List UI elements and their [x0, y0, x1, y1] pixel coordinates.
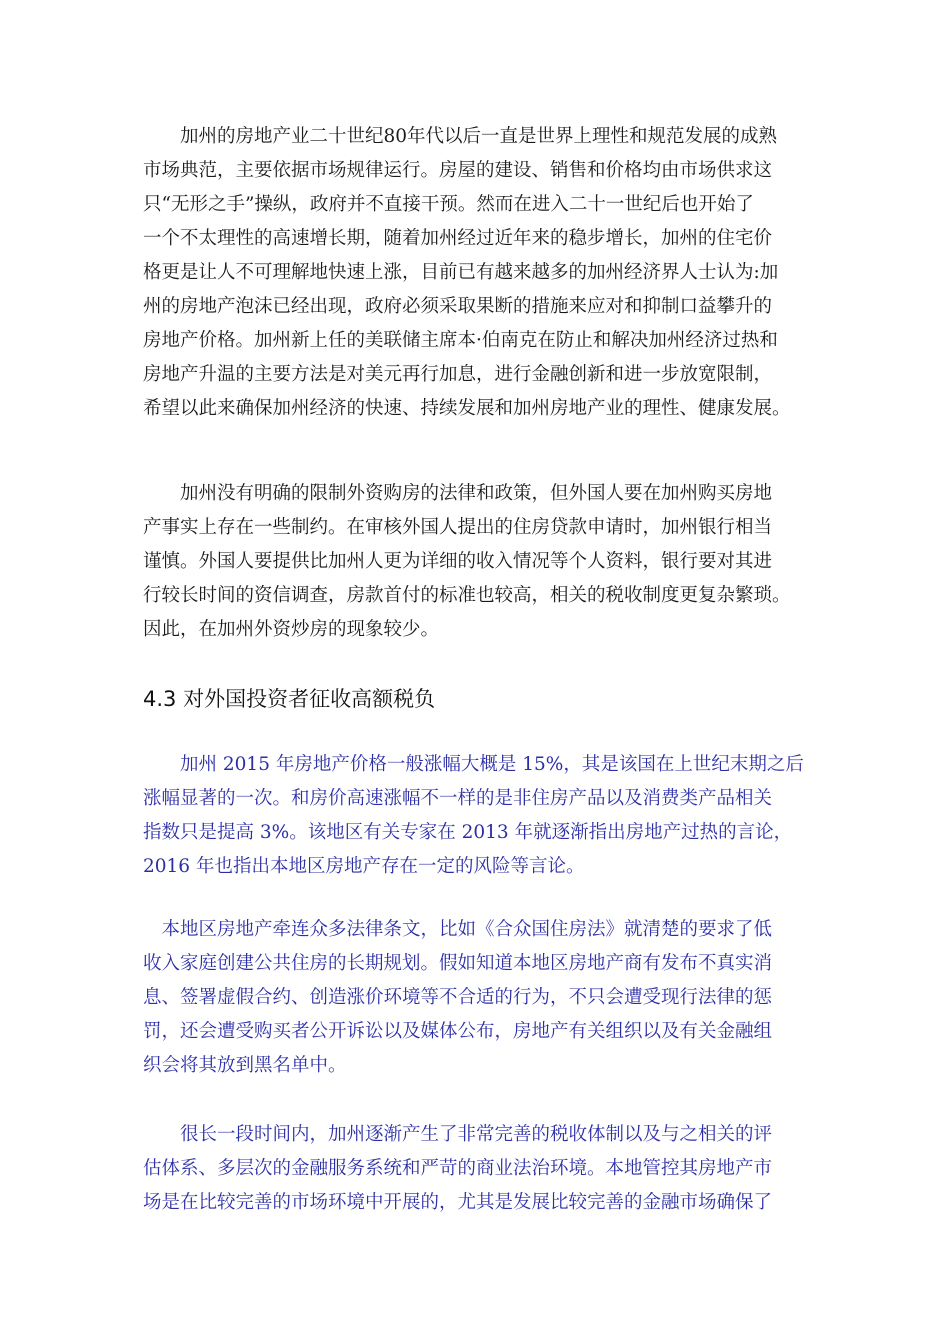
text-line: 罚，还会遭受购买者公开诉讼以及媒体公布，房地产有关组织以及有关金融组 — [143, 1021, 773, 1042]
text-line: 场是在比较完善的市场环境中开展的，尤其是发展比较完善的金融市场确保了 — [143, 1192, 773, 1213]
text-line: 格更是让人不可理解地快速上涨，目前已有越来越多的加州经济界人士认为:加 — [143, 262, 779, 283]
section-heading: 4.3 对外国投资者征收高额税负 — [143, 687, 436, 711]
text-line: 收入家庭创建公共住房的长期规划。假如知道本地区房地产商有发布不真实消 — [143, 953, 773, 974]
text-line: 希望以此来确保加州经济的快速、持续发展和加州房地产业的理性、健康发展。 — [143, 398, 791, 419]
text-line: 房地产升温的主要方法是对美元再行加息，进行金融创新和进一步放宽限制， — [143, 364, 773, 385]
paragraph-housing-market-overview — [143, 120, 815, 426]
text-line: 织会将其放到黑名单中。 — [143, 1055, 347, 1076]
text-line: 2016 年也指出本地区房地产存在一定的风险等言论。 — [143, 856, 585, 877]
text-line: 估体系、多层次的金融服务系统和严苛的商业法治环境。本地管控其房地产市 — [143, 1158, 773, 1179]
text-line: 很长一段时间内，加州逐渐产生了非常完善的税收体制以及与之相关的评 — [143, 1124, 773, 1145]
paragraph-tax-system — [143, 1118, 815, 1220]
text-line: 只“无形之手”操纵，政府并不直接干预。然而在进入二十一世纪后也开始了 — [143, 194, 754, 215]
text-line: 州的房地产泡沫已经出现，政府必须采取果断的措施来应对和抑制口益攀升的 — [143, 296, 773, 317]
text-line: 因此，在加州外资炒房的现象较少。 — [143, 619, 440, 640]
paragraph-foreign-purchase-constraints — [143, 477, 815, 647]
paragraph-price-growth — [143, 748, 815, 884]
text-line: 加州 2015 年房地产价格一般涨幅大概是 15%，其是该国在上世纪末期之后 — [143, 754, 804, 775]
text-line: 房地产价格。加州新上任的美联储主席本·伯南克在防止和解决加州经济过热和 — [143, 330, 778, 351]
text-line: 涨幅显著的一次。和房价高速涨幅不一样的是非住房产品以及消费类产品相关 — [143, 788, 773, 809]
text-line: 息、签署虚假合约、创造涨价环境等不合适的行为，不只会遭受现行法律的惩 — [143, 987, 773, 1008]
text-line: 产事实上存在一些制约。在审核外国人提出的住房贷款申请时，加州银行相当 — [143, 517, 773, 538]
text-line: 谨慎。外国人要提供比加州人更为详细的收入情况等个人资料，银行要对其进 — [143, 551, 773, 572]
text-line: 一个不太理性的高速增长期，随着加州经过近年来的稳步增长，加州的住宅价 — [143, 228, 773, 249]
text-line: 加州的房地产业二十世纪80年代以后一直是世界上理性和规范发展的成熟 — [143, 126, 778, 147]
paragraph-housing-law — [143, 913, 815, 1083]
text-line: 行较长时间的资信调查，房款首付的标准也较高，相关的税收制度更复杂繁琐。 — [143, 585, 791, 606]
text-line: 加州没有明确的限制外资购房的法律和政策，但外国人要在加州购买房地 — [143, 483, 773, 504]
text-line: 指数只是提高 3%。该地区有关专家在 2013 年就逐渐指出房地产过热的言论， — [143, 822, 793, 843]
text-line: 本地区房地产牵连众多法律条文，比如《合众国住房法》就清楚的要求了低 — [143, 919, 773, 940]
text-line: 市场典范，主要依据市场规律运行。房屋的建设、销售和价格均由市场供求这 — [143, 160, 773, 181]
